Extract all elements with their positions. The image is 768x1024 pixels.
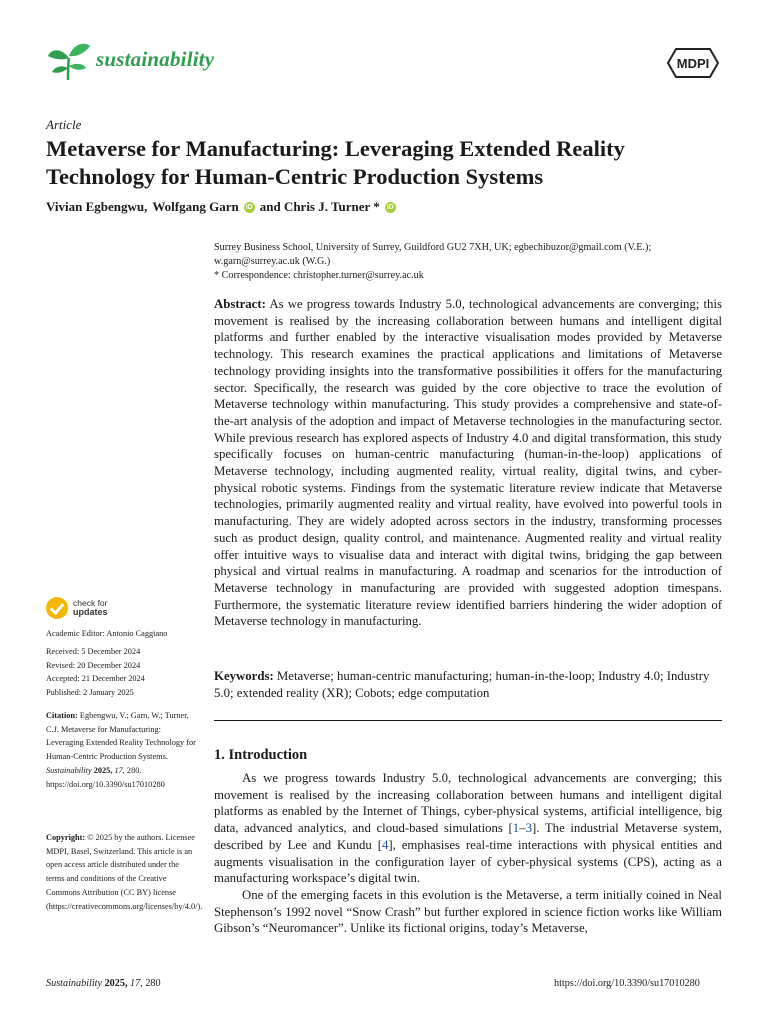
citation-link[interactable]: 3 (525, 821, 533, 836)
publisher-name: MDPI (676, 56, 710, 71)
abstract (214, 296, 722, 630)
citation-volume: 17, (114, 765, 125, 775)
check-updates-line: updates (73, 607, 108, 617)
check-for-updates-badge[interactable] (46, 597, 108, 619)
introduction-body (214, 770, 722, 937)
author-name[interactable]: Vivian Egbengwu, (46, 199, 148, 214)
abstract-label: Abstract: (214, 297, 266, 311)
footer-page: 280 (145, 978, 161, 989)
citation-text: Egbengwu, V.; Garn, W.; Turner, C.J. Metaverse for Manufacturing: Leveraging Extended Reality Technology for Human-Centric Production Systems. (46, 711, 196, 762)
journal-name[interactable]: sustainability (96, 47, 215, 71)
affiliation-line: w.garn@surrey.ac.uk (W.G.) (214, 256, 331, 267)
publisher-logo[interactable] (666, 47, 720, 79)
author-name[interactable]: and Chris J. Turner * (259, 199, 380, 214)
publication-dates (46, 645, 196, 700)
citation-journal: Sustainability (46, 765, 92, 775)
footer-doi-link[interactable]: https://doi.org/10.3390/su17010280 (554, 978, 700, 989)
keywords-text: Metaverse; human-centric manufacturing; human-in-the-loop; Industry 4.0; Industry 5.0; extended reality (XR); Cobots; edge computation (214, 669, 710, 700)
copyright-text: © 2025 by the authors. Licensee MDPI, Basel, Switzerland. This article is an open access article distributed under the terms and conditions of the Creative Commons Attribution (CC BY) license (https://creativecommons.org/licenses/by/4.0/). (46, 833, 203, 911)
affiliations (214, 241, 726, 283)
correspondence: * Correspondence: christopher.turner@surrey.ac.uk (214, 270, 424, 281)
date-accepted: Accepted: 21 December 2024 (46, 674, 145, 684)
keywords (214, 668, 722, 701)
footer-year: 2025, (104, 978, 128, 989)
citation-link[interactable]: 1 (512, 821, 520, 836)
keywords-label: Keywords: (214, 669, 274, 683)
copyright-label: Copyright: (46, 833, 86, 842)
date-received: Received: 5 December 2024 (46, 647, 141, 656)
checkmark-icon (46, 597, 68, 619)
affiliation-line: Surrey Business School, University of Surrey, Guildford GU2 7XH, UK; egbechibuzor@gmail.com (V.E.); (214, 242, 652, 253)
date-revised: Revised: 20 December 2024 (46, 660, 141, 670)
section-divider (214, 720, 722, 721)
citation-year: 2025, (93, 765, 113, 775)
article-type: Article (46, 117, 82, 132)
orcid-icon[interactable]: iD (245, 203, 253, 211)
academic-editor: Academic Editor: Antonio Caggiano (46, 629, 168, 638)
article-title: Metaverse for Manufacturing: Leveraging Extended Reality Technology for Human-Centric Production Systems (46, 136, 625, 189)
date-published: Published: 2 January 2025 (46, 688, 134, 698)
abstract-text: As we progress towards Industry 5.0, technological advancements are converging; this movement is realised by the increasing collaboration between humans and intelligent digital platforms and further enabled by the interactive visualisation modes provided by Metaverse technology. This research examines the practical applications and limitations of Metaverse technology providing insights into the transformative possibilities it offers for the manufacturing sector. Specifically, the research was guided by the core objective to trace the evolution of Metaverse technology within manufacturing. This study provides a comprehensive and state-of-the-art analysis of the adoption and impact of Metaverse technologies in the manufacturing sector. While previous research has explored aspects of Industry 4.0 and digital transformation, this study specifically focuses on human-centric manufacturing (human-in-the-loop) applications of Metaverse technology, including augmented reality, virtual reality, digital twins, and cyber-physical robotic systems. Findings from the systematic literature review indicate that Metaverse technologies, primarily augmented reality and virtual reality, have evolved into powerful tools in manufacturing. They are widely adopted across sectors in the industry, transforming processes such as product design, quality control, and maintenance. Augmented reality and virtual reality offer intuitive ways to visualise data and interact with digital twins, bridging the gap between physical and virtual realms in manufacturing. A roadmap and scenarios for the introduction of Metaverse technology in manufacturing are provided with suggested adoption timespans. Furthermore, the systematic literature review identified barriers hindering the wider adoption of Metaverse technology in manufacturing. (214, 297, 722, 629)
author-name[interactable]: Wolfgang Garn (152, 199, 239, 214)
author-list (46, 199, 396, 215)
citation-block (46, 709, 196, 791)
citation-label: Citation: (46, 711, 78, 720)
check-updates-line: check for (73, 598, 108, 608)
footer-journal: Sustainability (46, 978, 103, 989)
section-heading: 1. Introduction (214, 747, 308, 763)
paragraph: One of the emerging facets in this evolution is the Metaverse, a term initially coined in Neal Stephenson’s 1992 novel “Snow Crash” but further explored in science fiction works like William Gibson’s “Neuromancer”. Unlike its fictional origins, today’s Metaverse, (214, 887, 722, 936)
footer-citation (46, 978, 161, 989)
footer-volume: 17, (130, 978, 143, 989)
orcid-icon[interactable]: iD (386, 203, 394, 211)
plant-sprout-icon (46, 40, 92, 82)
citation-doi-link[interactable]: https://doi.org/10.3390/su17010280 (46, 779, 165, 789)
paragraph: As we progress towards Industry 5.0, technological advancements are converging; this movement is realised by the increasing collaboration between humans and intelligent digital platforms as enabled by the Internet of Things, cyber-physical systems, artificial intelligence, big data, advanced analytics, and cloud-based simulations [1–3]. The industrial Metaverse system, described by Lee and Kundu [4], emphasises real-time interactions with physical entities and augments visualisation in the configuration layer of cyber-physical systems (CPS), acting as a manufacturing workspace’s digital twin. (214, 771, 723, 886)
copyright-block (46, 831, 203, 913)
citation-page: 280. (126, 765, 142, 775)
citation-link[interactable]: 4 (381, 837, 389, 852)
